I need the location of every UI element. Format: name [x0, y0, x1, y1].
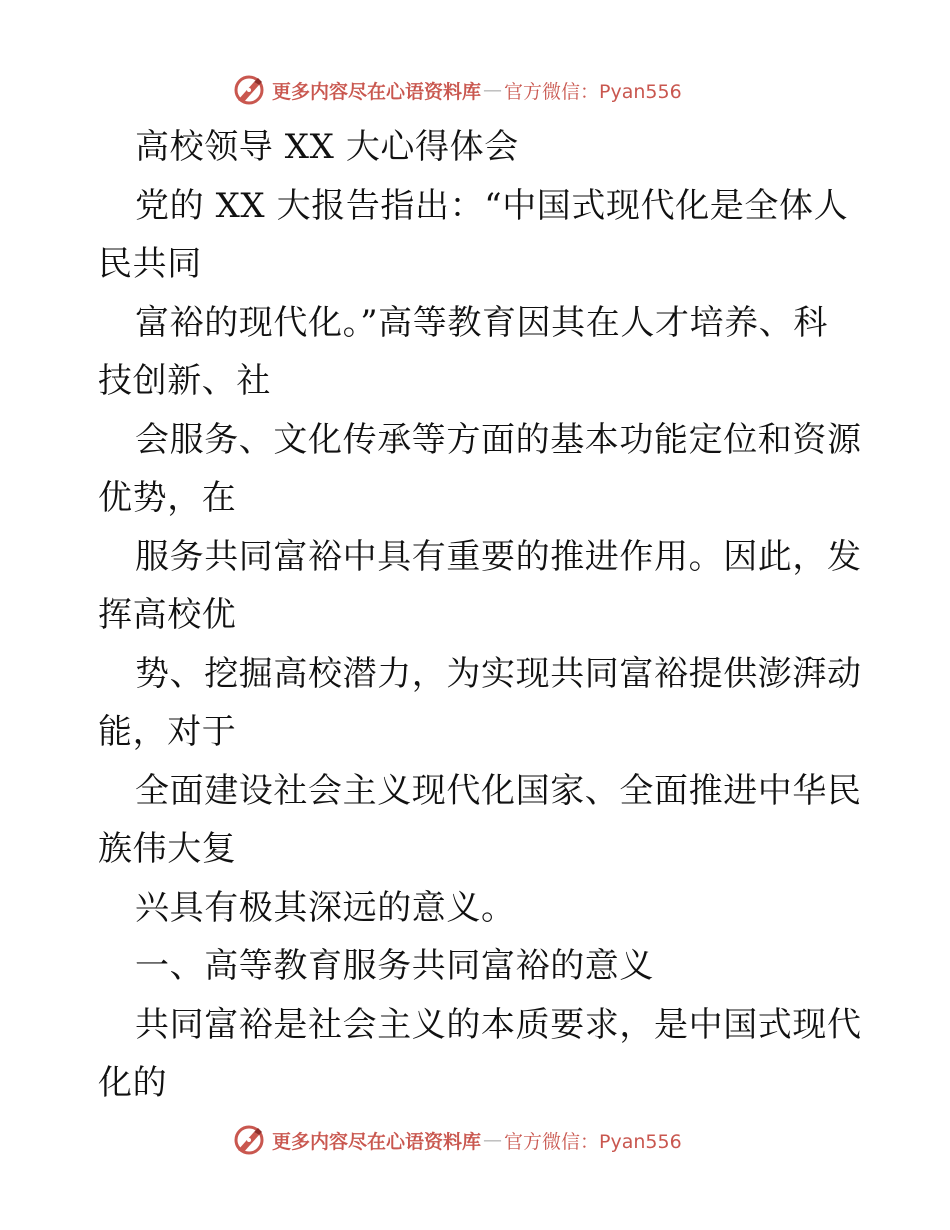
paragraph-line: 化的 [98, 1063, 168, 1103]
paragraph-line: 兴具有极其深远的意义。 [135, 887, 516, 928]
watermark-main-text: 更多内容尽在心语资料库 [272, 80, 482, 103]
document-body [98, 118, 862, 1113]
pen-logo-icon [232, 73, 266, 107]
pen-logo-icon [232, 1123, 266, 1157]
watermark-wechat-text: 官方微信：Pyan556 [504, 1130, 682, 1153]
paragraph-line: 全面建设社会主义现代化国家、全面推进中华民 [135, 770, 862, 811]
paragraph-line: 会服务、文化传承等方面的基本功能定位和资源 [135, 419, 862, 460]
paragraph-line: 民共同 [98, 244, 202, 284]
paragraph-line: 势、挖掘高校潜力，为实现共同富裕提供澎湃动 [135, 653, 862, 694]
paragraph-line: 党的 XX 大报告指出：“中国式现代化是全体人 [135, 185, 849, 226]
paragraph-line: 富裕的现代化。”高等教育因其在人才培养、科 [135, 302, 828, 343]
paragraph-line: 共同富裕是社会主义的本质要求，是中国式现代 [135, 1004, 862, 1045]
watermark-separator: — [483, 79, 503, 101]
document-title: 高校领导 XX 大心得体会 [135, 127, 519, 167]
watermark-main-text: 更多内容尽在心语资料库 [272, 1130, 482, 1153]
paragraph-line: 优势，在 [98, 478, 237, 518]
paragraph-line: 能，对于 [98, 712, 237, 752]
paragraph-line: 服务共同富裕中具有重要的推进作用。因此，发 [135, 536, 862, 577]
paragraph-line: 挥高校优 [98, 595, 237, 635]
paragraph-line: 技创新、社 [98, 361, 271, 401]
watermark-banner-bottom [232, 1122, 752, 1158]
watermark-wechat-text: 官方微信：Pyan556 [504, 80, 682, 103]
watermark-separator: — [483, 1129, 503, 1151]
watermark-banner-top [232, 72, 752, 108]
section-heading: 一、高等教育服务共同富裕的意义 [135, 946, 654, 986]
paragraph-line: 族伟大复 [98, 829, 237, 869]
